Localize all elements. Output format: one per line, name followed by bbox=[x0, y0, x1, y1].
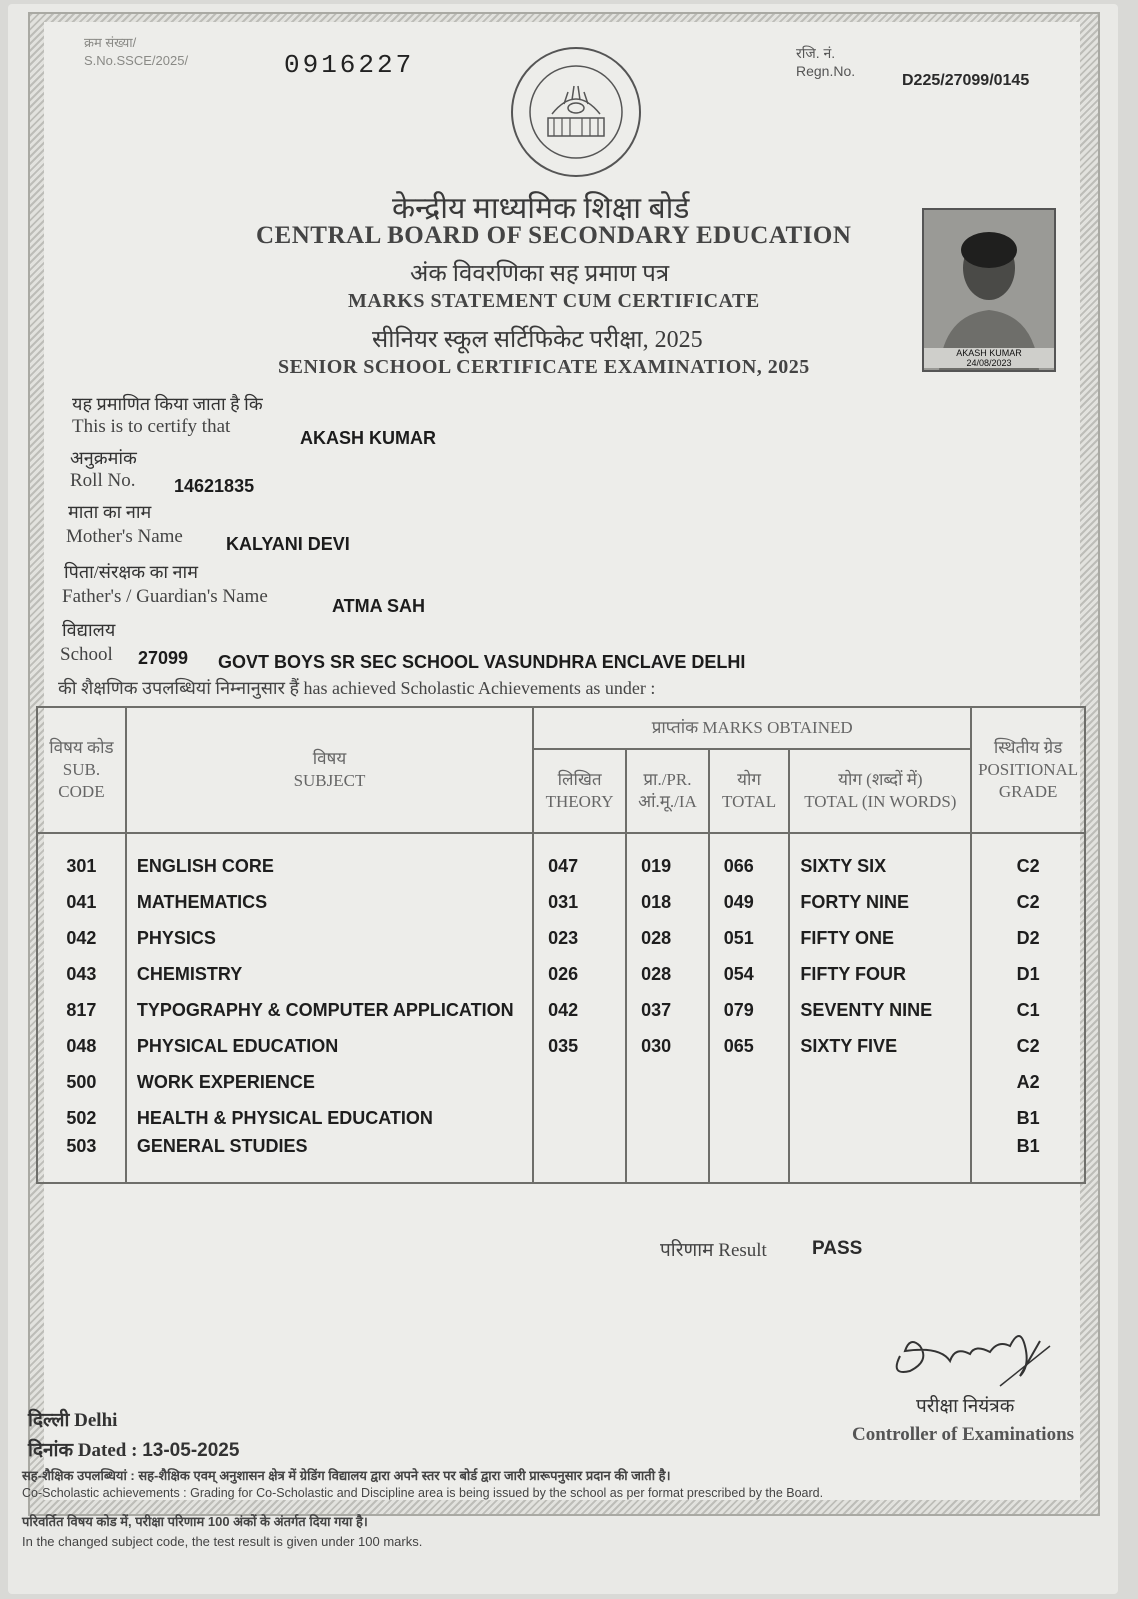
header-positional-grade bbox=[971, 707, 1085, 833]
exam-title-hindi: सीनियर स्कूल सर्टिफिकेट परीक्षा, 2025 bbox=[372, 327, 703, 353]
header-practical-1: प्रा./PR. bbox=[643, 770, 692, 789]
cell-code: 041 bbox=[37, 884, 126, 920]
footer-note-2: In the changed subject code, the test result is given under 100 marks. bbox=[22, 1534, 423, 1549]
cell-words: SIXTY FIVE bbox=[789, 1028, 971, 1064]
table-row bbox=[37, 884, 1085, 920]
school-label: School bbox=[60, 644, 113, 665]
cell-total: 066 bbox=[709, 833, 790, 884]
cell-pr: 019 bbox=[626, 833, 709, 884]
cell-theory bbox=[533, 1100, 626, 1136]
cell-total: 049 bbox=[709, 884, 790, 920]
cell-subject: MATHEMATICS bbox=[126, 884, 533, 920]
father-label: Father's / Guardian's Name bbox=[62, 586, 268, 607]
header-marks-hindi: प्राप्तांक bbox=[651, 718, 699, 737]
cell-subject: CHEMISTRY bbox=[126, 956, 533, 992]
cell-subject: HEALTH & PHYSICAL EDUCATION bbox=[126, 1100, 533, 1136]
dated-label: Dated : bbox=[77, 1440, 138, 1461]
controller-title: Controller of Examinations bbox=[852, 1424, 1075, 1445]
achievement-line-hindi: की शैक्षणिक उपलब्धियां निम्नानुसार हैं bbox=[58, 678, 300, 698]
table-row bbox=[37, 1136, 1085, 1183]
footer-note-hindi-2: परिवर्तित विषय कोड में, परीक्षा परिणाम 100 अंकों के अंतर्गत दिया गया है। bbox=[22, 1514, 368, 1529]
cell-grade: A2 bbox=[971, 1064, 1085, 1100]
header-total-words-hindi: योग (शब्दों में) bbox=[838, 770, 923, 789]
school-label-hindi: विद्यालय bbox=[62, 620, 116, 640]
result-value: PASS bbox=[812, 1238, 863, 1259]
cell-total: 051 bbox=[709, 920, 790, 956]
cell-code: 500 bbox=[37, 1064, 126, 1100]
issue-date: 13-05-2025 bbox=[142, 1440, 240, 1461]
header-subject bbox=[126, 707, 533, 833]
header-sub-code-hindi: विषय कोड bbox=[49, 738, 114, 757]
result-label-english: Result bbox=[718, 1240, 767, 1261]
header-theory bbox=[533, 749, 626, 833]
cell-words: FIFTY ONE bbox=[789, 920, 971, 956]
roll-label-hindi: अनुक्रमांक bbox=[70, 448, 137, 468]
header-total-words bbox=[789, 749, 971, 833]
controller-title-hindi: परीक्षा नियंत्रक bbox=[916, 1396, 1015, 1417]
cell-words bbox=[789, 1136, 971, 1183]
roll-number: 14621835 bbox=[174, 476, 255, 496]
photo-caption bbox=[924, 348, 1054, 368]
cell-code: 043 bbox=[37, 956, 126, 992]
cell-words: FORTY NINE bbox=[789, 884, 971, 920]
cell-subject: PHYSICS bbox=[126, 920, 533, 956]
cell-pr: 028 bbox=[626, 956, 709, 992]
result-label-hindi: परिणाम bbox=[660, 1240, 714, 1261]
certify-label-hindi: यह प्रमाणित किया जाता है कि bbox=[72, 394, 263, 414]
header-sub-code-english-1: SUB. bbox=[62, 760, 101, 779]
header-grade-hindi: स्थितीय ग्रेड bbox=[993, 738, 1063, 757]
document-title-hindi: अंक विवरणिका सह प्रमाण पत्र bbox=[410, 261, 670, 287]
table-row bbox=[37, 992, 1085, 1028]
cell-total bbox=[709, 1064, 790, 1100]
roll-label: Roll No. bbox=[70, 470, 136, 491]
header-grade-english-1: POSITIONAL bbox=[978, 760, 1079, 779]
board-name: CENTRAL BOARD OF SECONDARY EDUCATION bbox=[256, 222, 852, 249]
cell-code: 048 bbox=[37, 1028, 126, 1064]
header-practical bbox=[626, 749, 709, 833]
person-silhouette-icon bbox=[924, 210, 1054, 370]
serial-number: 0916227 bbox=[284, 50, 415, 80]
serial-label-english: S.No.SSCE/2025/ bbox=[84, 53, 189, 68]
header-practical-2: आं.मू./IA bbox=[638, 792, 697, 811]
marks-table-body bbox=[37, 833, 1085, 1183]
regn-label bbox=[796, 44, 855, 80]
cell-theory: 031 bbox=[533, 884, 626, 920]
serial-label-hindi: क्रम संख्या/ bbox=[84, 35, 137, 50]
cell-code: 817 bbox=[37, 992, 126, 1028]
mother-label: Mother's Name bbox=[66, 526, 183, 547]
cell-total: 079 bbox=[709, 992, 790, 1028]
cell-pr: 018 bbox=[626, 884, 709, 920]
header-grade-english-2: GRADE bbox=[998, 782, 1058, 801]
header-theory-hindi: लिखित bbox=[557, 770, 602, 789]
cell-grade: B1 bbox=[971, 1136, 1085, 1183]
header-total-words-english: TOTAL (IN WORDS) bbox=[804, 792, 957, 811]
footer-note-1: Co-Scholastic achievements : Grading for Co-Scholastic and Discipline area is being issued by the school as per format prescribed by the Board. bbox=[22, 1486, 824, 1500]
result-label bbox=[660, 1236, 767, 1262]
place-english: Delhi bbox=[74, 1410, 118, 1431]
table-row bbox=[37, 956, 1085, 992]
header-subject-english: SUBJECT bbox=[293, 771, 366, 790]
place bbox=[28, 1406, 117, 1432]
achievement-line bbox=[58, 676, 655, 700]
header-marks-obtained bbox=[533, 707, 971, 749]
cell-total: 065 bbox=[709, 1028, 790, 1064]
achievement-line-english: has achieved Scholastic Achievements as under : bbox=[303, 678, 656, 698]
cell-words bbox=[789, 1064, 971, 1100]
marks-table bbox=[36, 706, 1086, 1184]
cell-grade: D1 bbox=[971, 956, 1085, 992]
school-name: GOVT BOYS SR SEC SCHOOL VASUNDHRA ENCLAVE DELHI bbox=[218, 652, 746, 672]
cell-grade: B1 bbox=[971, 1100, 1085, 1136]
cell-words bbox=[789, 1100, 971, 1136]
photo-caption-name: AKASH KUMAR bbox=[956, 348, 1022, 358]
cell-code: 502 bbox=[37, 1100, 126, 1136]
cell-theory: 026 bbox=[533, 956, 626, 992]
cell-total: 054 bbox=[709, 956, 790, 992]
header-theory-english: THEORY bbox=[545, 792, 614, 811]
regn-label-english: Regn.No. bbox=[796, 63, 856, 79]
header-total bbox=[709, 749, 790, 833]
place-hindi: दिल्ली bbox=[28, 1410, 70, 1431]
mother-label-hindi: माता का नाम bbox=[68, 502, 152, 522]
regn-label-hindi: रजि. नं. bbox=[796, 45, 836, 61]
father-name: ATMA SAH bbox=[332, 596, 425, 616]
cell-code: 042 bbox=[37, 920, 126, 956]
dated-label-hindi: दिनांक bbox=[28, 1440, 74, 1461]
footer-note-hindi-1: सह-शैक्षिक उपलब्धियां : सह-शैक्षिक एवम् अनुशासन क्षेत्र में ग्रेडिंग विद्यालय द्वारा अपने स्तर पर बोर्ड द्वारा जारी प्रारूपनुसार प्रदान की जाती है। bbox=[22, 1468, 671, 1483]
cell-grade: C1 bbox=[971, 992, 1085, 1028]
cell-grade: C2 bbox=[971, 833, 1085, 884]
dated bbox=[28, 1436, 239, 1462]
header-total-english: TOTAL bbox=[722, 792, 777, 811]
serial-label bbox=[84, 34, 188, 70]
cell-pr bbox=[626, 1136, 709, 1183]
cell-pr bbox=[626, 1100, 709, 1136]
mother-name: KALYANI DEVI bbox=[226, 534, 350, 554]
cell-words: FIFTY FOUR bbox=[789, 956, 971, 992]
cell-pr: 028 bbox=[626, 920, 709, 956]
cell-theory bbox=[533, 1064, 626, 1100]
cbse-emblem-logo bbox=[508, 44, 644, 180]
cell-subject: TYPOGRAPHY & COMPUTER APPLICATION bbox=[126, 992, 533, 1028]
certify-label: This is to certify that bbox=[72, 416, 231, 437]
header-marks-english: MARKS OBTAINED bbox=[702, 718, 853, 737]
cell-total bbox=[709, 1100, 790, 1136]
cell-theory: 023 bbox=[533, 920, 626, 956]
document-title: MARKS STATEMENT CUM CERTIFICATE bbox=[348, 290, 760, 312]
table-row bbox=[37, 1064, 1085, 1100]
cell-subject: GENERAL STUDIES bbox=[126, 1136, 533, 1183]
school-code: 27099 bbox=[138, 648, 189, 668]
cell-theory: 042 bbox=[533, 992, 626, 1028]
photo-caption-date: 24/08/2023 bbox=[966, 358, 1012, 368]
regn-number: D225/27099/0145 bbox=[902, 72, 1030, 89]
header-total-hindi: योग bbox=[737, 770, 761, 789]
cell-subject: WORK EXPERIENCE bbox=[126, 1064, 533, 1100]
cell-code: 301 bbox=[37, 833, 126, 884]
table-row bbox=[37, 920, 1085, 956]
cell-subject: PHYSICAL EDUCATION bbox=[126, 1028, 533, 1064]
board-name-hindi: केन्द्रीय माध्यमिक शिक्षा बोर्ड bbox=[392, 192, 690, 225]
exam-title: SENIOR SCHOOL CERTIFICATE EXAMINATION, 2025 bbox=[278, 356, 810, 378]
cell-pr: 030 bbox=[626, 1028, 709, 1064]
cell-grade: C2 bbox=[971, 884, 1085, 920]
cell-grade: C2 bbox=[971, 1028, 1085, 1064]
header-subject-hindi: विषय bbox=[312, 749, 347, 768]
cell-pr bbox=[626, 1064, 709, 1100]
cell-total bbox=[709, 1136, 790, 1183]
cell-subject: ENGLISH CORE bbox=[126, 833, 533, 884]
table-row bbox=[37, 1100, 1085, 1136]
table-header-row-1 bbox=[37, 707, 1085, 749]
father-label-hindi: पिता/संरक्षक का नाम bbox=[64, 562, 198, 582]
header-sub-code bbox=[37, 707, 126, 833]
cell-theory: 047 bbox=[533, 833, 626, 884]
cell-words: SEVENTY NINE bbox=[789, 992, 971, 1028]
cell-words: SIXTY SIX bbox=[789, 833, 971, 884]
cell-theory bbox=[533, 1136, 626, 1183]
header-sub-code-english-2: CODE bbox=[58, 782, 105, 801]
student-name: AKASH KUMAR bbox=[300, 428, 436, 448]
cell-code: 503 bbox=[37, 1136, 126, 1183]
table-row bbox=[37, 833, 1085, 884]
table-row bbox=[37, 1028, 1085, 1064]
cell-pr: 037 bbox=[626, 992, 709, 1028]
cell-theory: 035 bbox=[533, 1028, 626, 1064]
cell-grade: D2 bbox=[971, 920, 1085, 956]
student-photo bbox=[922, 208, 1056, 372]
